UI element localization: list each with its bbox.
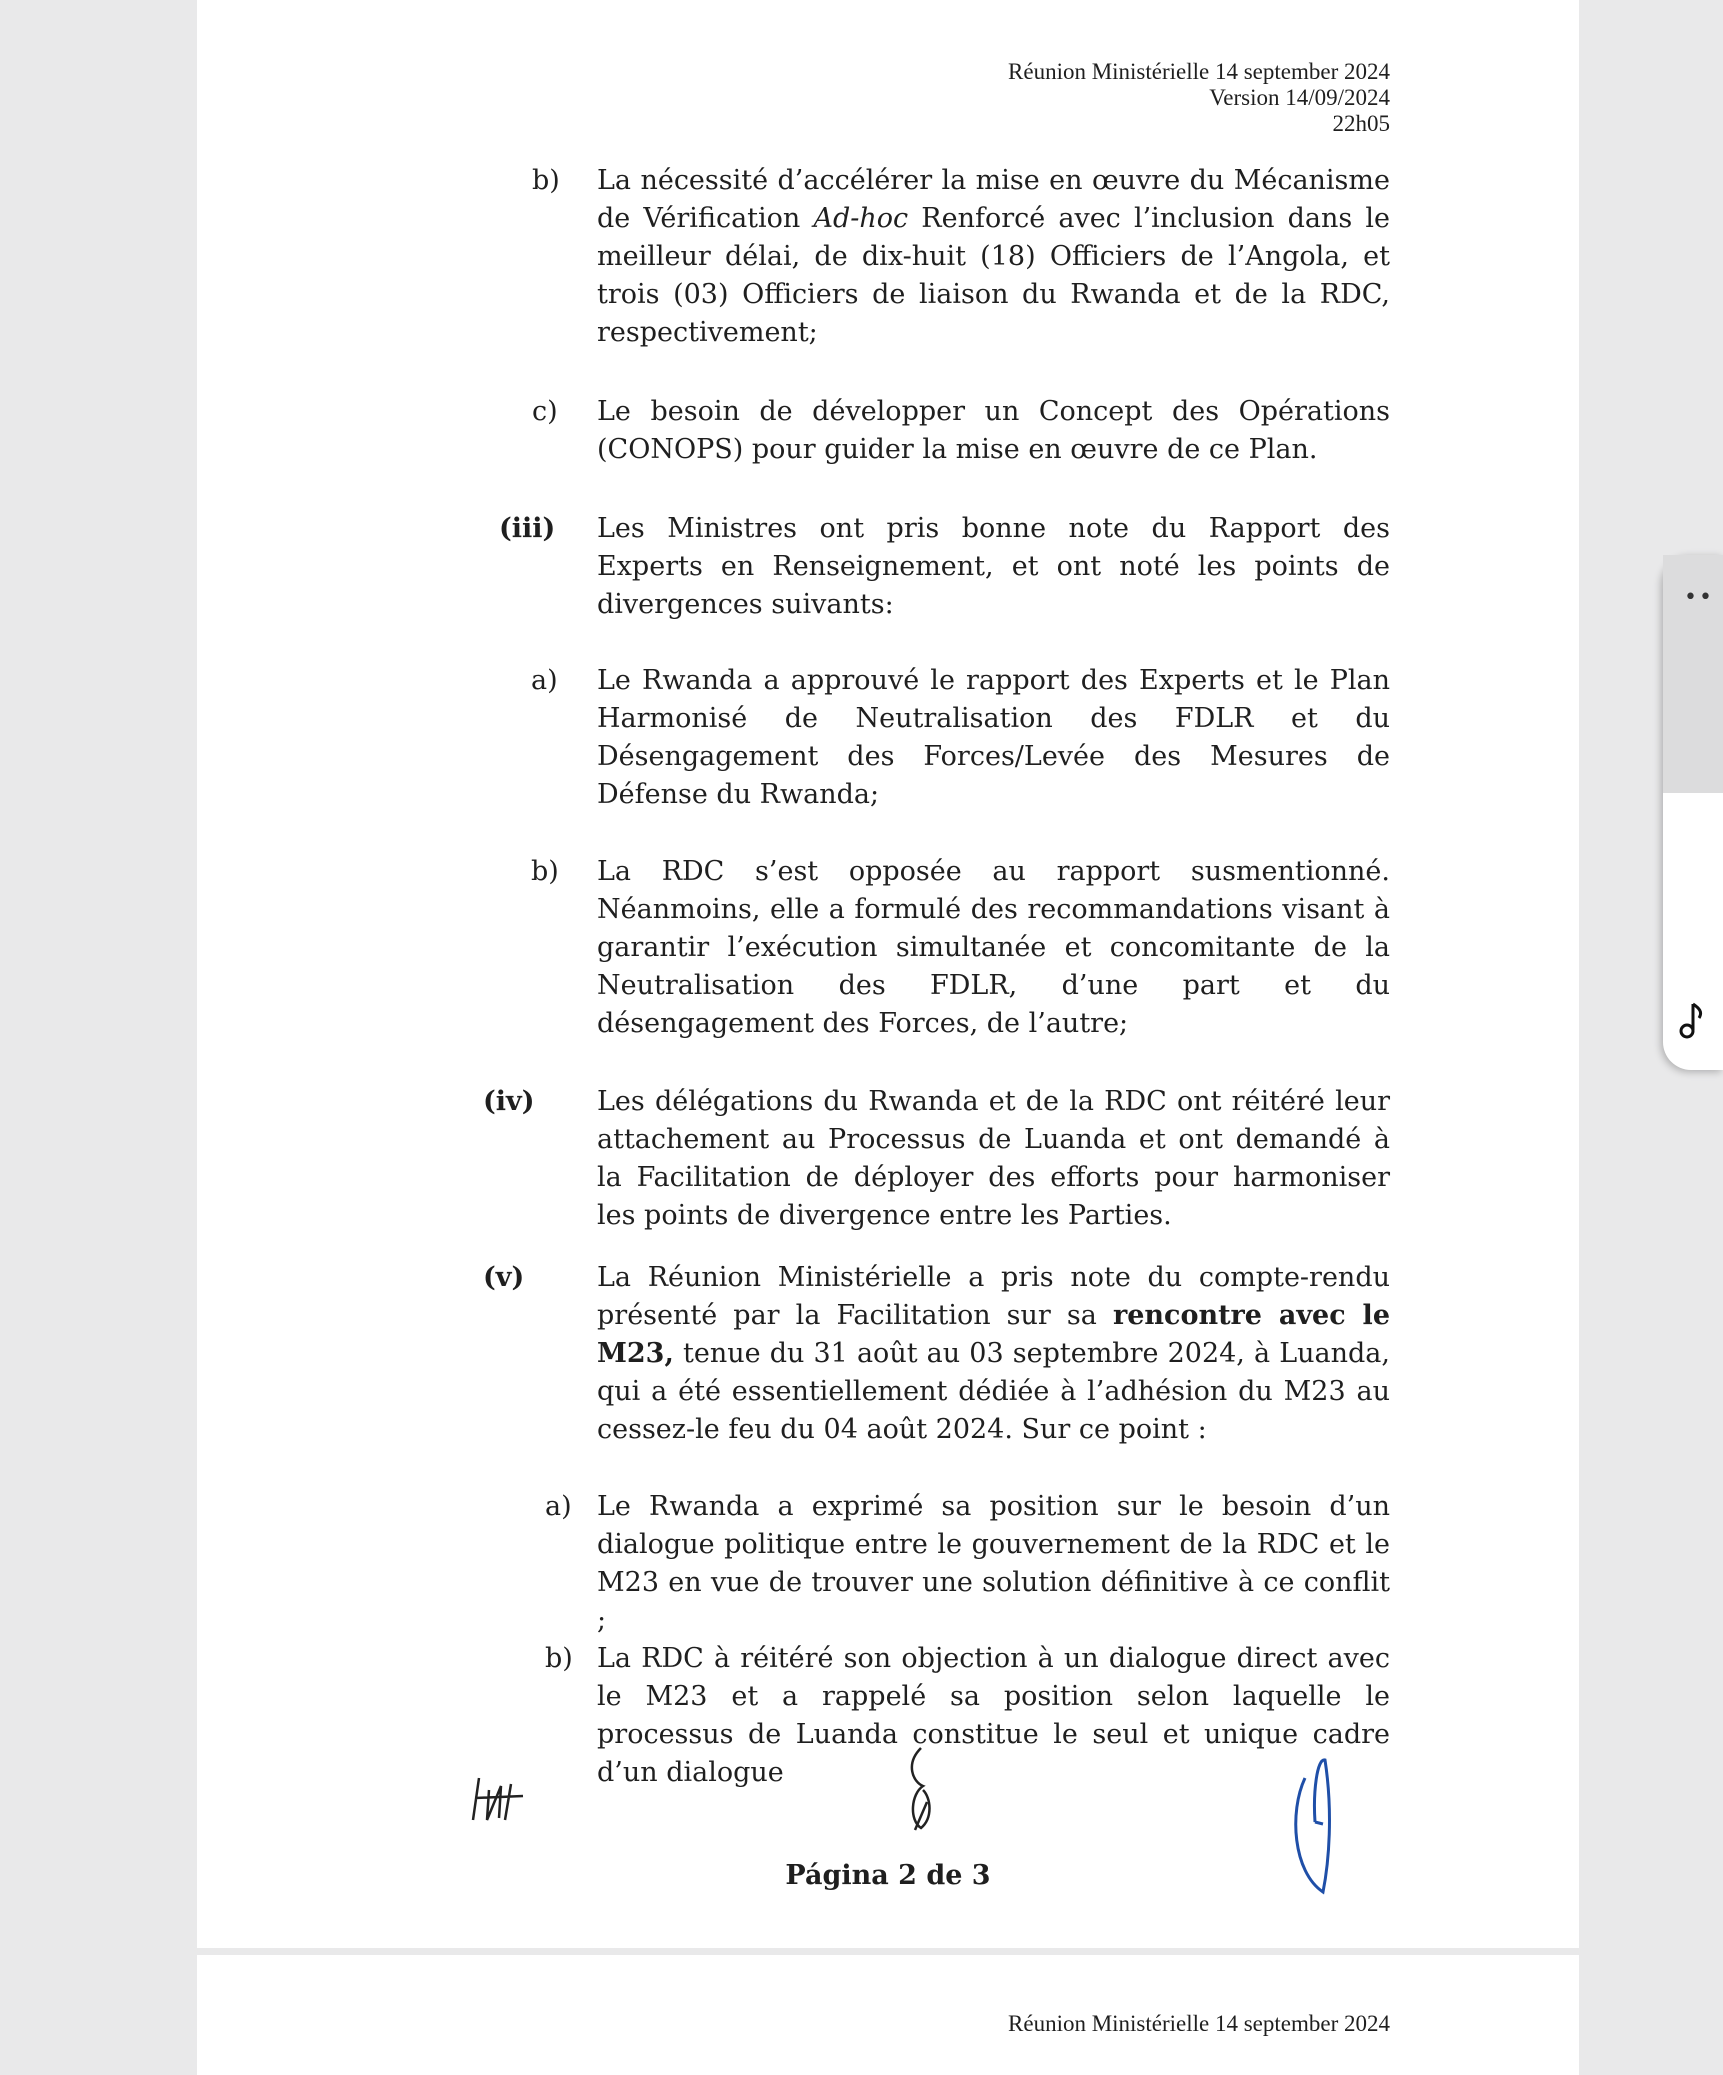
header-version: Version 14/09/2024: [1209, 85, 1390, 110]
paragraph: Le Rwanda a exprimé sa position sur le besoin d’un dialogue politique entre le gouvernement de la RDC et le M23 en vue de trouver une solution définitive à ce conflit ;: [597, 1491, 1390, 1636]
paragraph: Le besoin de développer un Concept des Opérations (CONOPS) pour guider la mise en œuvre de ce Plan.: [597, 396, 1390, 465]
floating-side-panel[interactable]: [1663, 555, 1723, 1070]
music-note-icon[interactable]: [1677, 1000, 1707, 1040]
section-marker: (iii): [499, 513, 556, 544]
paragraph: Le Rwanda a approuvé le rapport des Experts et le Plan Harmonisé de Neutralisation des FDLR et du Désengagement des Forces/Levée des Mesures de Défense du Rwanda;: [597, 665, 1390, 810]
more-options-icon[interactable]: ••: [1684, 585, 1714, 610]
paragraph: La Réunion Ministérielle a pris note du compte-rendu présenté par la Facilitation sur sa rencontre avec le M23, tenue du 31 août au 03 septembre 2024, à Luanda, qui a été essentiellement dédiée à l’adhésion du M23 au cessez-le feu du 04 août 2024. Sur ce point :: [597, 1262, 1390, 1445]
header-meeting-title: Réunion Ministérielle 14 september 2024: [1008, 59, 1390, 84]
item-marker: b): [532, 165, 560, 196]
paragraph: La RDC à réitéré son objection à un dialogue direct avec le M23 et a rappelé sa position selon laquelle le processus de Luanda constitue le seul et unique cadre d’un dialogue: [597, 1643, 1390, 1788]
next-document-page: [197, 1955, 1579, 2075]
paragraph: Les Ministres ont pris bonne note du Rapport des Experts en Renseignement, et ont noté les points de divergences suivants:: [597, 513, 1390, 620]
header-time: 22h05: [1332, 111, 1390, 136]
item-marker: b): [545, 1643, 573, 1674]
item-marker: b): [531, 856, 559, 887]
item-marker: a): [545, 1491, 572, 1522]
paragraph: Les délégations du Rwanda et de la RDC ont réitéré leur attachement au Processus de Luanda et ont demandé à la Facilitation de déployer des efforts pour harmoniser les points de divergence entre les Parties.: [597, 1086, 1390, 1231]
section-marker: (v): [483, 1262, 525, 1293]
page-header: [1008, 59, 1390, 137]
paragraph: La RDC s’est opposée au rapport susmentionné. Néanmoins, elle a formulé des recommandations visant à garantir l’exécution simultanée et concomitante de la Neutralisation des FDLR, d’une part et du désengagement des Forces, de l’autre;: [597, 856, 1390, 1039]
signature-2-icon: [897, 1742, 947, 1837]
header-meeting-title: Réunion Ministérielle 14 september 2024: [1008, 2011, 1390, 2036]
page-number: Página 2 de 3: [785, 1860, 991, 1891]
paragraph: La nécessité d’accélérer la mise en œuvre du Mécanisme de Vérification Ad-hoc Renforcé avec l’inclusion dans le meilleur délai, de dix-huit (18) Officiers de l’Angola, et trois (03) Officiers de liaison du Rwanda et de la RDC, respectivement;: [597, 165, 1390, 348]
item-marker: c): [532, 396, 558, 427]
document-page: [197, 0, 1579, 1948]
next-page-header: [1008, 2011, 1390, 2037]
section-marker: (iv): [483, 1086, 535, 1117]
signature-1-icon: [465, 1768, 545, 1828]
item-marker: a): [531, 665, 558, 696]
